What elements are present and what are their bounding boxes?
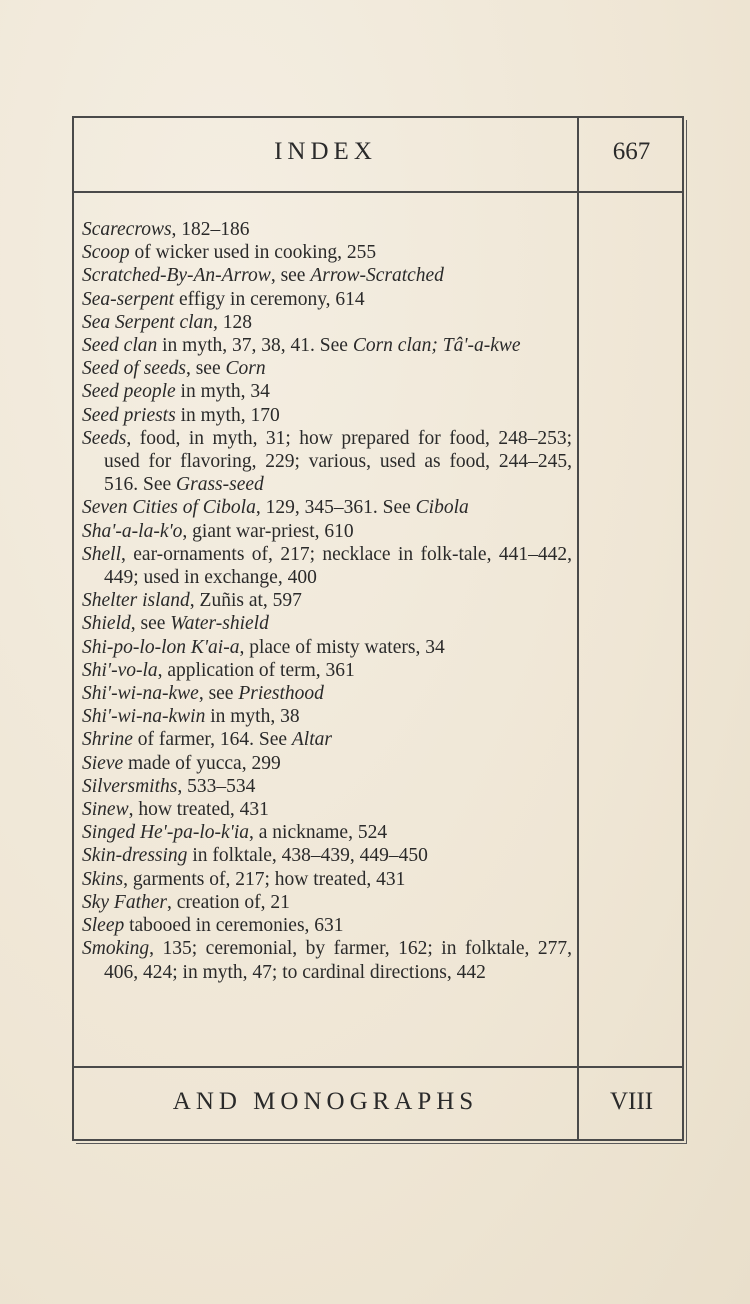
index-term: Seed of seeds [82, 358, 186, 380]
entry-text: , place of misty waters, 34 [239, 636, 445, 658]
index-term: Sieve [82, 752, 124, 774]
index-entry [82, 380, 572, 403]
index-term: Shi-po-lo-lon K'ai-a [82, 636, 240, 658]
index-term: Scratched-By-An-Arrow [82, 265, 271, 287]
entry-text: , creation of, 21 [167, 891, 290, 913]
index-term: Skins [82, 868, 124, 890]
cross-reference: Altar [291, 729, 332, 751]
index-term: Shell [82, 543, 121, 565]
entry-text: in myth, 34 [175, 381, 270, 403]
index-entry [82, 311, 572, 334]
index-entry [82, 937, 572, 983]
entry-text: , 129, 345–361. See [255, 497, 416, 519]
index-entry [82, 218, 572, 241]
index-term: Shield [82, 613, 131, 635]
footer-divider [74, 1066, 682, 1068]
index-term: Sea Serpent clan [82, 311, 214, 333]
index-term: Skin-dressing [82, 845, 188, 867]
entry-text: , a nickname, 524 [249, 822, 388, 844]
entry-text: , see [270, 265, 311, 287]
index-table-frame [72, 116, 684, 1141]
cross-reference: Water-shield [170, 613, 269, 635]
index-term: Shi'-vo-la [82, 659, 158, 681]
index-entries [82, 218, 572, 984]
entry-text: effigy in ceremony, 614 [174, 288, 365, 310]
index-term: Scoop [82, 242, 130, 264]
page-number: 667 [612, 138, 651, 165]
index-term: Scarecrows [82, 219, 172, 240]
index-entry [82, 659, 572, 682]
entry-text: , ear-ornaments of, 217; necklace in folk-tale, 441–442, 449; used in exchange, 400 [104, 543, 572, 589]
index-entry [82, 682, 572, 705]
index-term: Seven Cities of Cibola [82, 497, 256, 519]
cross-reference: Corn clan; Tâ'-a-kwe [352, 335, 521, 357]
index-entry [82, 798, 572, 821]
index-entry [82, 612, 572, 635]
index-entry [82, 728, 572, 751]
volume-number: VIII [609, 1088, 654, 1115]
index-term: Seed people [82, 381, 176, 403]
entry-text: in myth, 37, 38, 41. See [157, 335, 353, 357]
index-term: Sha'-a-la-k'o [82, 520, 183, 542]
header-divider [74, 191, 682, 193]
index-term: Shi'-wi-na-kwin [82, 706, 206, 728]
entry-text: , food, in myth, 31; how prepared for food, 248–253; used for flavoring, 229; various, used as food, 244–245, 516. See [104, 427, 572, 496]
entry-text: in myth, 38 [205, 706, 300, 728]
entry-text: , see [185, 358, 226, 380]
series-title: AND MONOGRAPHS [172, 1088, 479, 1115]
cross-reference: Arrow-Scratched [310, 265, 444, 287]
index-entry [82, 496, 572, 519]
entry-text: , 135; ceremonial, by farmer, 162; in folktale, 277, 406, 424; in myth, 47; to cardinal directions, 442 [104, 938, 572, 983]
index-term: Shi'-wi-na-kwe [82, 683, 199, 705]
index-term: Sea-serpent [82, 288, 175, 310]
index-term: Silversmiths [82, 775, 178, 797]
index-term: Sleep [82, 915, 125, 937]
entry-text: tabooed in ceremonies, 631 [124, 915, 344, 937]
entry-text: , 128 [213, 311, 253, 333]
entry-text: , see [198, 683, 239, 705]
index-entry [82, 334, 572, 357]
entry-text: , 182–186 [171, 219, 250, 240]
index-term: Sky Father [82, 891, 168, 913]
index-entry [82, 357, 572, 380]
cross-reference: Grass-seed [176, 474, 264, 496]
index-entry [82, 241, 572, 264]
entry-text: of wicker used in cooking, 255 [129, 242, 377, 264]
index-term: Shelter island [82, 590, 190, 612]
entry-text: , see [130, 613, 171, 635]
entry-text: , giant war-priest, 610 [182, 520, 354, 542]
index-term: Sinew [82, 799, 129, 821]
cross-reference: Cibola [415, 497, 469, 519]
cross-reference: Corn [225, 358, 266, 380]
index-entry [82, 752, 572, 775]
index-entry [82, 821, 572, 844]
index-entry [82, 288, 572, 311]
index-entry [82, 520, 572, 543]
column-divider [577, 118, 579, 1139]
index-entry [82, 427, 572, 497]
index-entry [82, 589, 572, 612]
index-entry [82, 543, 572, 589]
index-entry [82, 775, 572, 798]
index-term: Shrine [82, 729, 133, 751]
index-entry [82, 868, 572, 891]
entry-text: in myth, 170 [175, 404, 280, 426]
index-term: Seed priests [82, 404, 176, 426]
index-entry [82, 891, 572, 914]
page-title: INDEX [274, 138, 377, 165]
entry-text: of farmer, 164. See [132, 729, 292, 751]
index-term: Seeds [82, 427, 127, 449]
index-term: Singed He'-pa-lo-k'ia [82, 822, 249, 844]
index-entry [82, 914, 572, 937]
entry-text: , application of term, 361 [157, 659, 355, 681]
index-entry [82, 705, 572, 728]
index-term: Seed clan [82, 335, 158, 357]
entry-text: in folktale, 438–439, 449–450 [187, 845, 428, 867]
index-entry [82, 404, 572, 427]
entry-text: made of yucca, 299 [123, 752, 281, 774]
entry-text: , how treated, 431 [128, 799, 269, 821]
entry-text: , garments of, 217; how treated, 431 [123, 868, 406, 890]
entry-text: , Zuñis at, 597 [189, 590, 302, 612]
index-term: Smoking [82, 938, 150, 960]
entry-text: , 533–534 [177, 775, 256, 797]
index-entry [82, 636, 572, 659]
cross-reference: Priesthood [238, 683, 324, 705]
index-entry [82, 264, 572, 287]
index-entry [82, 844, 572, 867]
